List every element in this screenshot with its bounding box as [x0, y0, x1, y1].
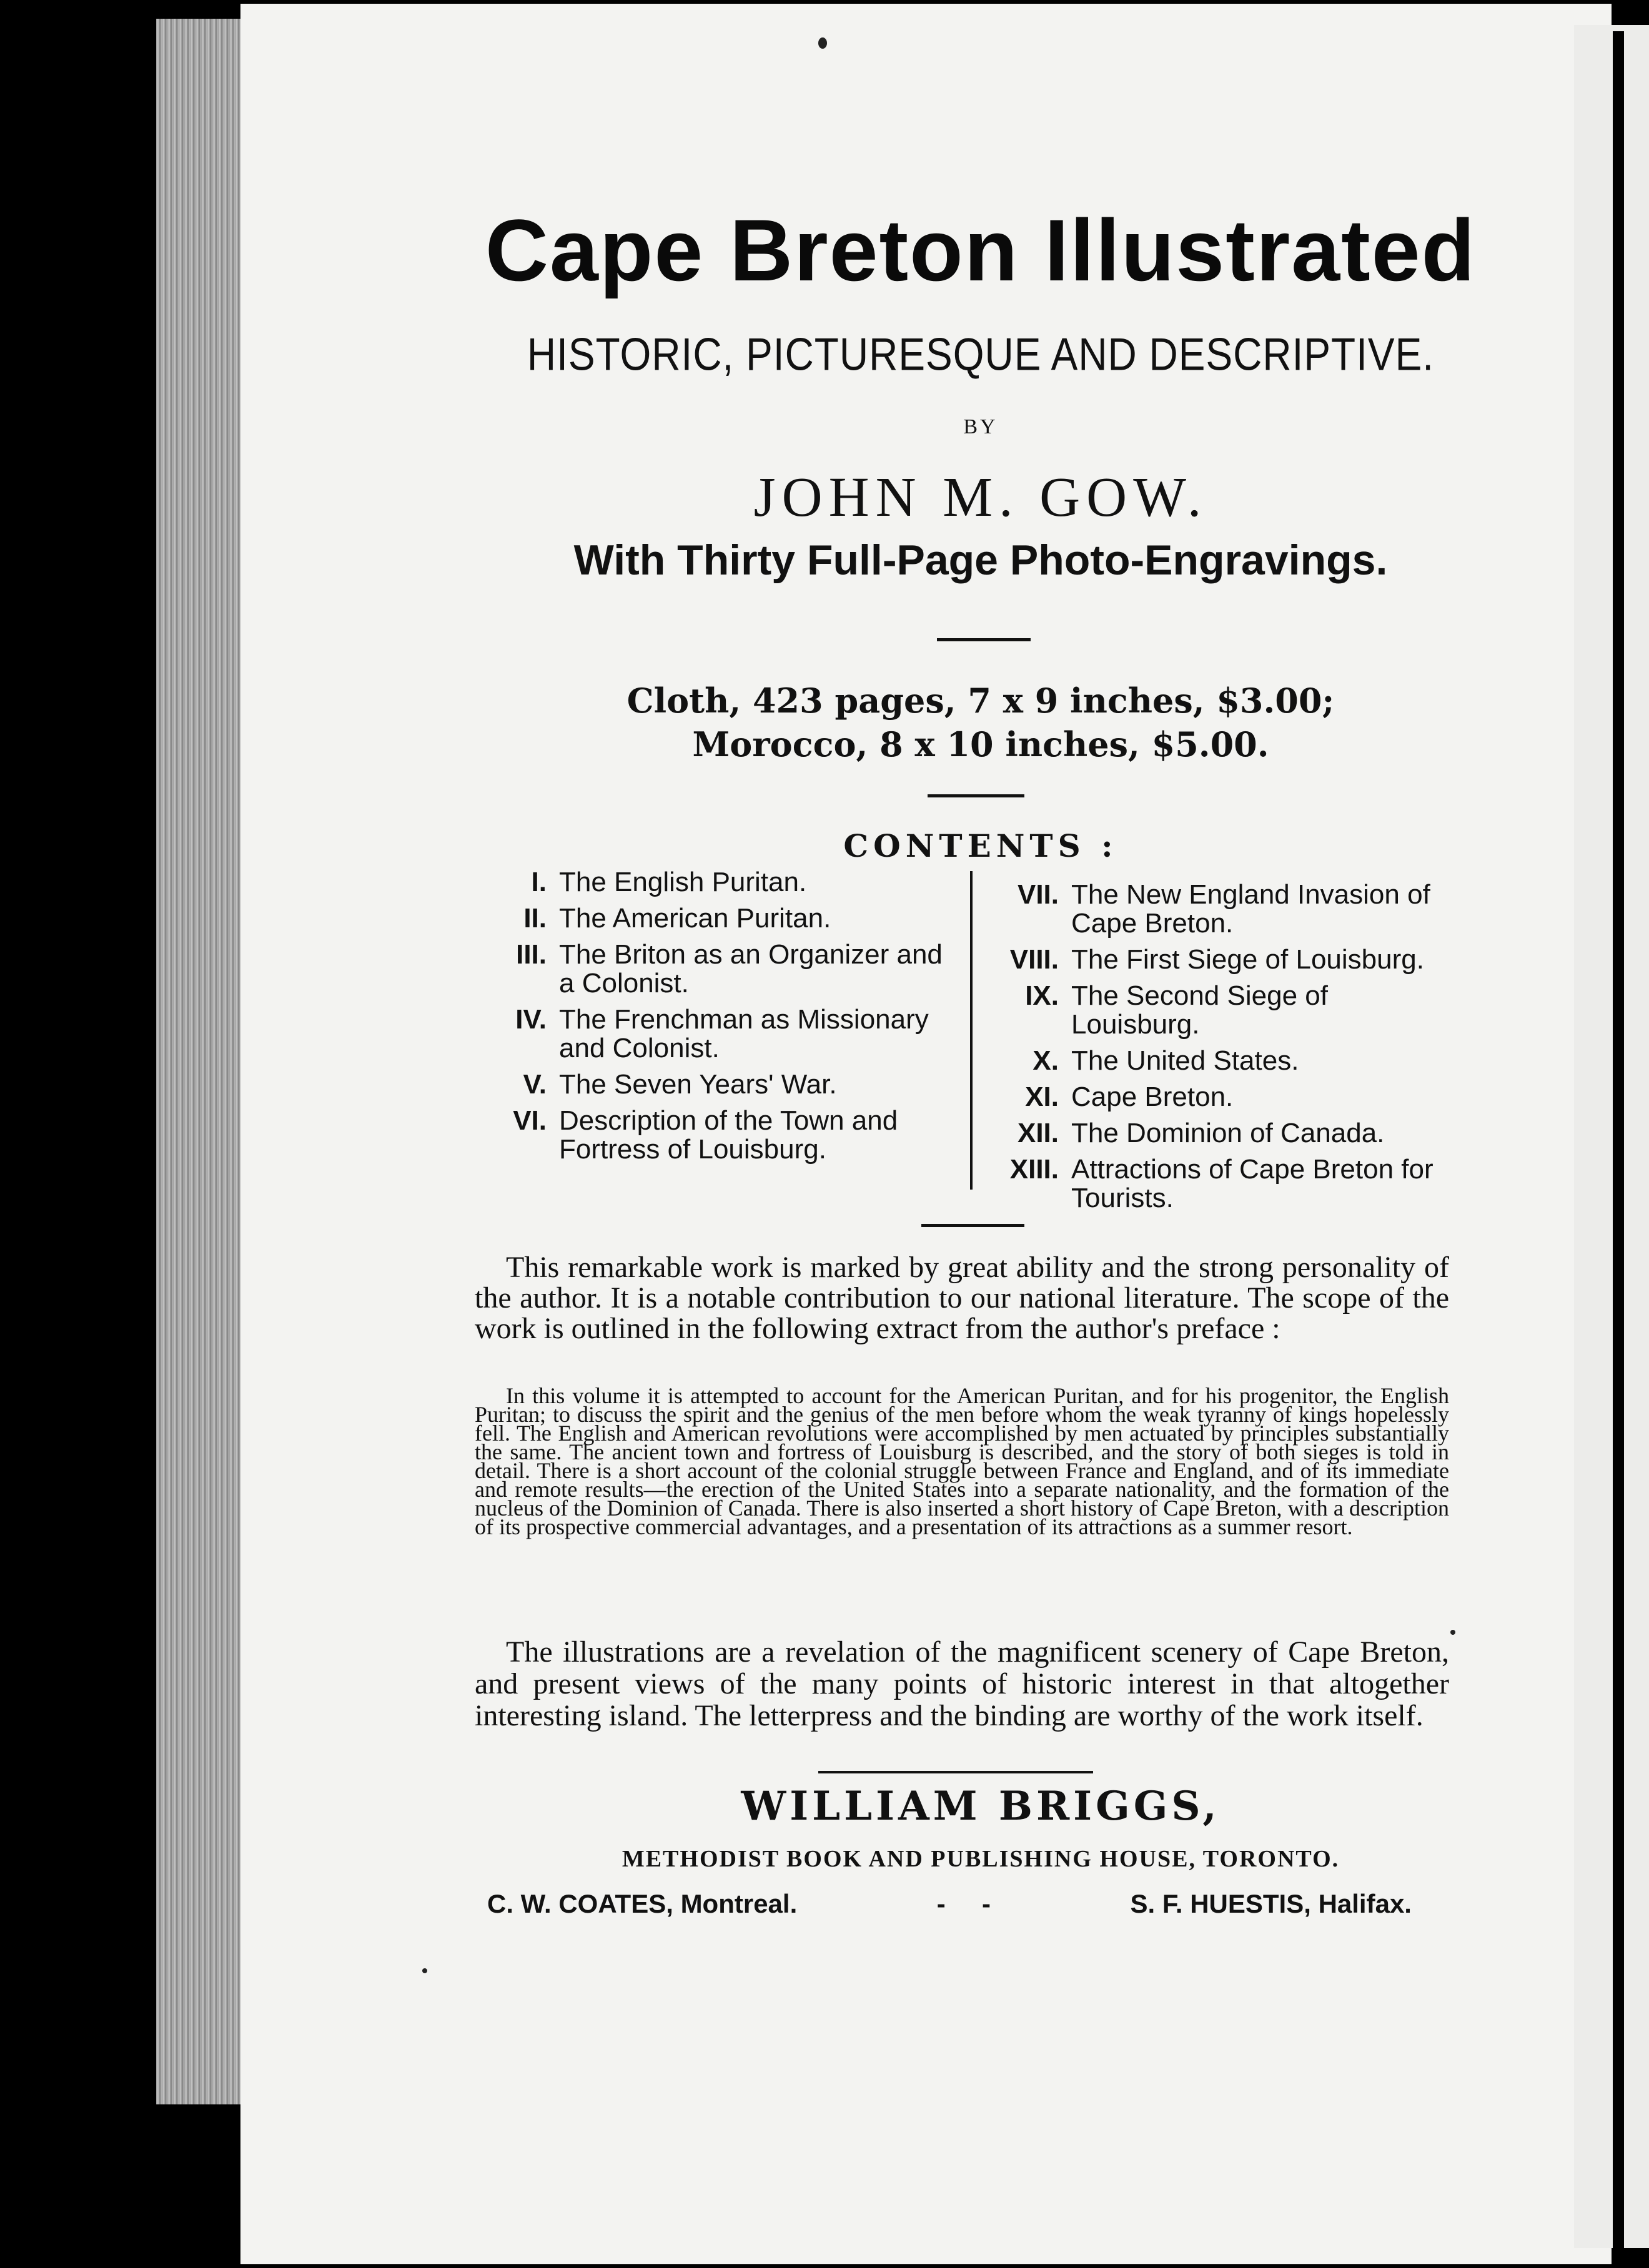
- illustrations-paragraph: The illustrations are a revelation of the magnificent scenery of Cape Breton, and present views of the many points of historic interest in that altogether interesting island. The letterpress and the binding are worthy of the work itself.: [475, 1635, 1449, 1732]
- contents-item: X. The United States.: [1032, 1045, 1299, 1076]
- preface-extract: In this volume it is attempted to account for the American Puritan, and for his progenitor, the English Puritan; to discuss the spirit and the genius of the men before whom the weak tyranny of kings hopelessly fell. The English and American revolutions were accomplished by men actuated by principles substantially the same. The ancient town and fortress of Louisburg is described, and the story of both sieges is told in detail. There is a short account of the colonial struggle between France and England, and of its immediate and remote results—the erection of the United States into a separate nationality, and the formation of the nucleus of the Dominion of Canada. There is also inserted a short history of Cape Breton, with a description of its prospective commercial advantages, and a presentation of its attractions as a summer resort.: [475, 1383, 1449, 1539]
- contents-item: XIII. Attractions of Cape Breton for Tourists.: [1009, 1154, 1434, 1213]
- intro-paragraph: This remarkable work is marked by great ability and the strong personality of the author. It is a notable contribution to our national literature. The scope of the work is outlined in the following extract from the author's preface :: [475, 1251, 1449, 1345]
- book-page-edges: [156, 19, 244, 2104]
- price-morocco: Morocco, 8 x 10 inches, $5.00.: [692, 724, 1269, 764]
- gutter-shadow: [1613, 31, 1624, 2254]
- contents-left-column: [481, 868, 962, 1171]
- contents-item: VII. The New England Invasion of Cape Breton.: [1017, 879, 1430, 939]
- facing-page-edge: [1574, 25, 1649, 2248]
- contents-item: IX. The Second Siege of Louisburg.: [1025, 980, 1328, 1040]
- contents-right-column: [978, 880, 1458, 1220]
- agent-halifax: S. F. HUESTIS, Halifax.: [1130, 1889, 1412, 1918]
- agent-separator: - -: [936, 1889, 991, 1918]
- agent-montreal: C. W. COATES, Montreal.: [487, 1889, 798, 1918]
- divider-rule: [928, 794, 1024, 797]
- divider-rule: [921, 1224, 1024, 1227]
- contents-item: XI. Cape Breton.: [1025, 1082, 1234, 1112]
- agents-line: [487, 1889, 1412, 1919]
- publishing-house: METHODIST BOOK AND PUBLISHING HOUSE, TORONTO.: [621, 1846, 1340, 1872]
- book-subtitle: HISTORIC, PICTURESQUE AND DESCRIPTIVE.: [527, 328, 1435, 380]
- contents-heading: CONTENTS :: [843, 827, 1118, 864]
- contents-item: VI. Description of the Town and Fortress of Louisburg.: [513, 1105, 898, 1165]
- contents-item: XII. The Dominion of Canada.: [1017, 1118, 1385, 1148]
- contents-item: III. The Briton as an Organizer and a Colonist.: [516, 939, 943, 998]
- divider-rule: [937, 638, 1031, 641]
- contents-item: IV. The Frenchman as Missionary and Colonist.: [515, 1004, 929, 1063]
- price-cloth: Cloth, 423 pages, 7 x 9 inches, $3.00;: [626, 681, 1335, 721]
- by-line: BY: [963, 415, 998, 438]
- contents-item: VIII. The First Siege of Louisburg.: [1009, 944, 1424, 975]
- contents-item: I. The English Puritan.: [531, 867, 807, 897]
- illustrations-note: With Thirty Full-Page Photo-Engravings.: [573, 536, 1388, 584]
- speck-mark: [1450, 1630, 1455, 1635]
- contents-column-divider: [970, 871, 973, 1190]
- contents-item: II. The American Puritan.: [523, 903, 831, 934]
- speck-mark: [422, 1968, 427, 1973]
- publisher-name: WILLIAM BRIGGS,: [741, 1783, 1221, 1830]
- author-name: JOHN M. GOW.: [753, 466, 1208, 528]
- speck-mark: [818, 37, 827, 49]
- contents-item: V. The Seven Years' War.: [523, 1069, 837, 1100]
- book-title: Cape Breton Illustrated: [485, 201, 1477, 299]
- divider-rule: [818, 1771, 1093, 1773]
